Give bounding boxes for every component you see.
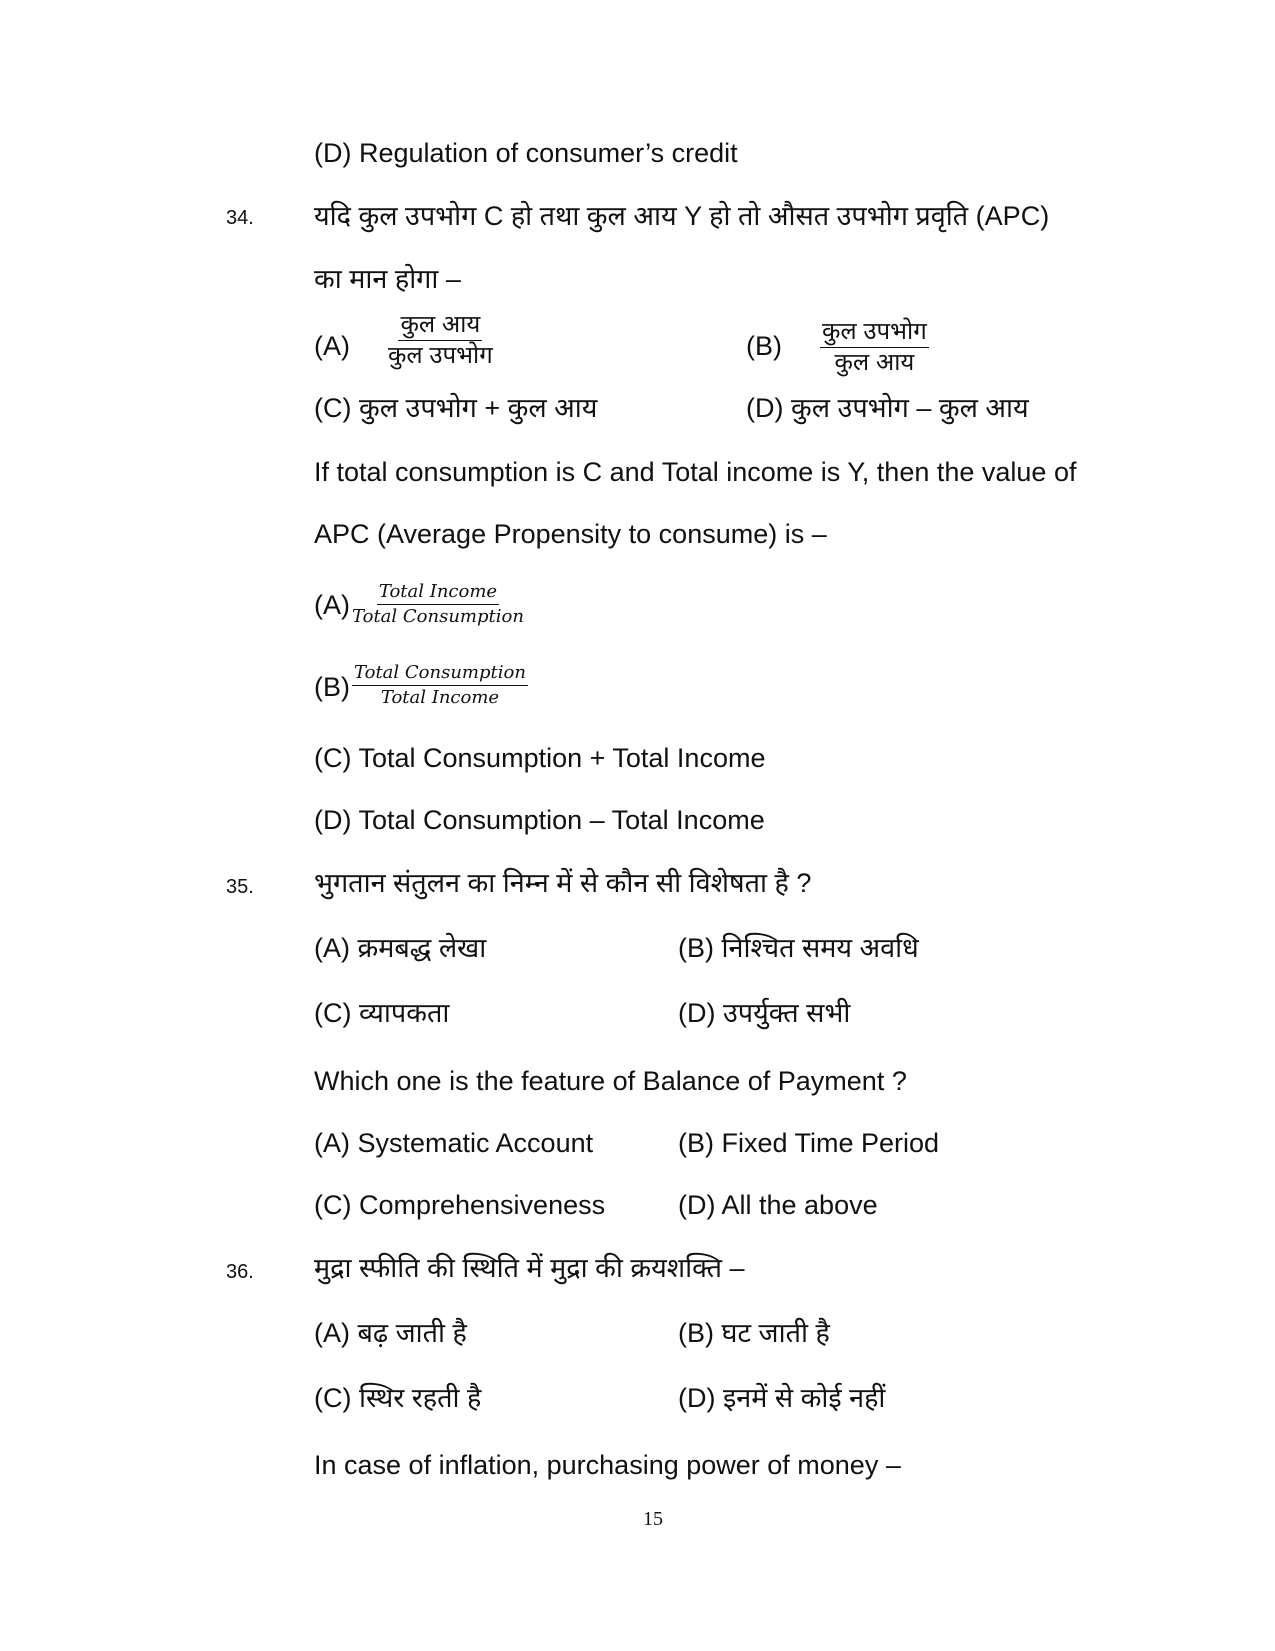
q34-hindi-option-c: (C) कुल उपभोग + कुल आय — [314, 393, 598, 423]
question-34-hindi-line2: का मान होगा – — [314, 264, 461, 294]
fraction-numerator: Total Income — [377, 580, 499, 605]
q35-english-option-b: (B) Fixed Time Period — [678, 1128, 940, 1158]
q35-english-option-a: (A) Systematic Account — [314, 1128, 594, 1158]
question-36-hindi: मुद्रा स्फीति की स्थिति में मुद्रा की क्रयशक्ति – — [314, 1253, 745, 1283]
fraction-denominator: Total Consumption — [352, 606, 524, 628]
fraction-numerator: कुल उपभोग — [820, 317, 929, 348]
q34-hindi-option-d: (D) कुल उपभोग – कुल आय — [746, 393, 1029, 423]
question-36-english: In case of inflation, purchasing power of money – — [314, 1450, 901, 1480]
question-35-english: Which one is the feature of Balance of Payment ? — [314, 1066, 907, 1096]
fraction-numerator: Total Consumption — [352, 661, 528, 686]
q34-english-option-d: (D) Total Consumption – Total Income — [314, 805, 765, 835]
q36-hindi-option-b: (B) घट जाती है — [678, 1318, 830, 1348]
fraction-denominator: कुल उपभोग — [388, 342, 493, 369]
question-36-number: 36. — [226, 1261, 254, 1283]
q35-hindi-option-d: (D) उपर्युक्त सभी — [678, 998, 851, 1028]
q36-hindi-option-a: (A) बढ़ जाती है — [314, 1318, 467, 1348]
q34-english-option-a-label: (A) — [314, 590, 350, 620]
q36-hindi-option-d: (D) इनमें से कोई नहीं — [678, 1383, 886, 1413]
q36-hindi-option-c: (C) स्थिर रहती है — [314, 1383, 482, 1413]
fraction-denominator: कुल आय — [834, 349, 915, 376]
q34-hindi-option-a-fraction — [388, 310, 493, 371]
question-34-number: 34. — [226, 207, 254, 229]
page-number: 15 — [643, 1508, 663, 1530]
fraction-denominator: Total Income — [380, 687, 500, 709]
question-34-english-line1: If total consumption is C and Total income is Y, then the value of — [314, 457, 1077, 487]
q34-hindi-option-b-label: (B) — [746, 331, 782, 361]
prev-option-d: (D) Regulation of consumer’s credit — [314, 138, 738, 168]
q34-english-option-c: (C) Total Consumption + Total Income — [314, 743, 766, 773]
q35-hindi-option-a: (A) क्रमबद्ध लेखा — [314, 933, 487, 963]
question-34-english-line2: APC (Average Propensity to consume) is – — [314, 519, 827, 549]
q35-english-option-c: (C) Comprehensiveness — [314, 1190, 606, 1220]
q35-english-option-d: (D) All the above — [678, 1190, 878, 1220]
q34-english-option-a-fraction — [352, 580, 524, 630]
q34-english-option-b-label: (B) — [314, 672, 350, 702]
question-35-hindi: भुगतान संतुलन का निम्न में से कौन सी विशेषता है ? — [314, 868, 812, 898]
q35-hindi-option-b: (B) निश्चित समय अवधि — [678, 933, 919, 963]
fraction-numerator: कुल आय — [398, 310, 482, 341]
question-34-hindi-line1: यदि कुल उपभोग C हो तथा कुल आय Y हो तो औसत उपभोग प्रवृति (APC) — [314, 201, 1050, 231]
question-35-number: 35. — [226, 876, 254, 898]
q34-english-option-b-fraction — [352, 661, 528, 711]
q34-hindi-option-b-fraction — [820, 317, 929, 378]
q34-hindi-option-a-label: (A) — [314, 331, 350, 361]
q35-hindi-option-c: (C) व्यापकता — [314, 998, 450, 1028]
